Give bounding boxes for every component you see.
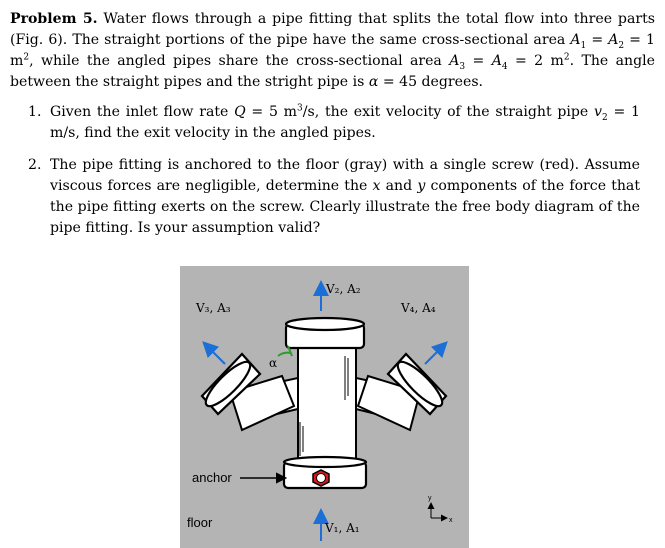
q1-velocity-symbol: v bbox=[594, 104, 602, 120]
area-a3-sub: 3 bbox=[459, 61, 466, 72]
label-v4: V₄, A₄ bbox=[401, 301, 436, 315]
equals-2: = 1 m bbox=[10, 32, 655, 69]
q2-text-1: The pipe fitting is anchored to the floor (gray) with a single screw (red). Assume viscous forces are negligible, determine the bbox=[50, 157, 640, 194]
axis-x-label: x bbox=[449, 517, 453, 524]
equals-3: = bbox=[465, 53, 492, 69]
area-a1-sub: 1 bbox=[580, 40, 587, 51]
q2-y-symbol: y bbox=[417, 178, 426, 194]
statement-text-2: , while the angled pipes share the cross-sectional area bbox=[29, 53, 450, 69]
q1-text-1: Given the inlet flow rate bbox=[50, 104, 235, 120]
screw-center bbox=[317, 474, 326, 483]
statement-text-3: . The angle between the straight pipes and the stright pipe is bbox=[10, 53, 655, 90]
area-a4: A bbox=[491, 53, 502, 69]
pipe-fitting-diagram bbox=[180, 266, 469, 548]
q1-text-4: = 1 m/s, find the exit velocity in the angled pipes. bbox=[50, 104, 640, 141]
q2-x-symbol: x bbox=[372, 178, 381, 194]
label-alpha: α bbox=[269, 356, 278, 370]
q1-unit-sup: 3 bbox=[297, 103, 303, 114]
q1-text-2: = 5 m bbox=[245, 104, 298, 120]
unit-sup-2: 2 bbox=[563, 52, 570, 63]
question-1-number: 1. bbox=[28, 104, 42, 120]
alpha-symbol: α bbox=[368, 74, 379, 90]
pipe-fitting-figure bbox=[180, 266, 469, 548]
top-flange bbox=[286, 318, 364, 348]
area-a2-sub: 2 bbox=[618, 40, 625, 51]
problem-statement bbox=[10, 9, 655, 93]
q1-velocity-sub: 2 bbox=[601, 112, 608, 123]
q2-text-2: and bbox=[380, 178, 418, 194]
label-v2: V₂, A₂ bbox=[326, 282, 361, 296]
equals-4: = 2 m bbox=[507, 53, 564, 69]
label-v1: V₁, A₁ bbox=[325, 521, 360, 535]
area-a1: A bbox=[570, 32, 581, 48]
unit-sup-1: 2 bbox=[23, 52, 30, 63]
question-1 bbox=[28, 102, 640, 144]
problem-heading: Problem 5. bbox=[10, 11, 98, 27]
statement-text-4: = 45 degrees. bbox=[378, 74, 484, 90]
label-anchor: anchor bbox=[192, 470, 232, 485]
q1-text-3: /s, the exit velocity of the straight pipe bbox=[302, 104, 595, 120]
statement-text-1: Water flows through a pipe fitting that splits the total flow into three parts (Fig. 6). The straight portions of the pipe have the same cross-sectional area bbox=[10, 11, 655, 48]
area-a2: A bbox=[608, 32, 619, 48]
label-v3: V₃, A₃ bbox=[196, 301, 231, 315]
area-a3: A bbox=[449, 53, 460, 69]
axis-y-label: y bbox=[428, 495, 432, 502]
q2-text-3: components of the force that the pipe fitting exerts on the screw. Clearly illustrate the free body diagram of the pipe fitting. Is your assumption valid? bbox=[50, 178, 640, 236]
question-2-number: 2. bbox=[28, 157, 42, 173]
q1-flow-rate-symbol: Q bbox=[234, 104, 246, 120]
label-floor: floor bbox=[187, 515, 213, 530]
question-2 bbox=[28, 155, 640, 239]
question-list bbox=[28, 102, 640, 239]
area-a4-sub: 4 bbox=[501, 61, 508, 72]
equals-1: = bbox=[586, 32, 609, 48]
